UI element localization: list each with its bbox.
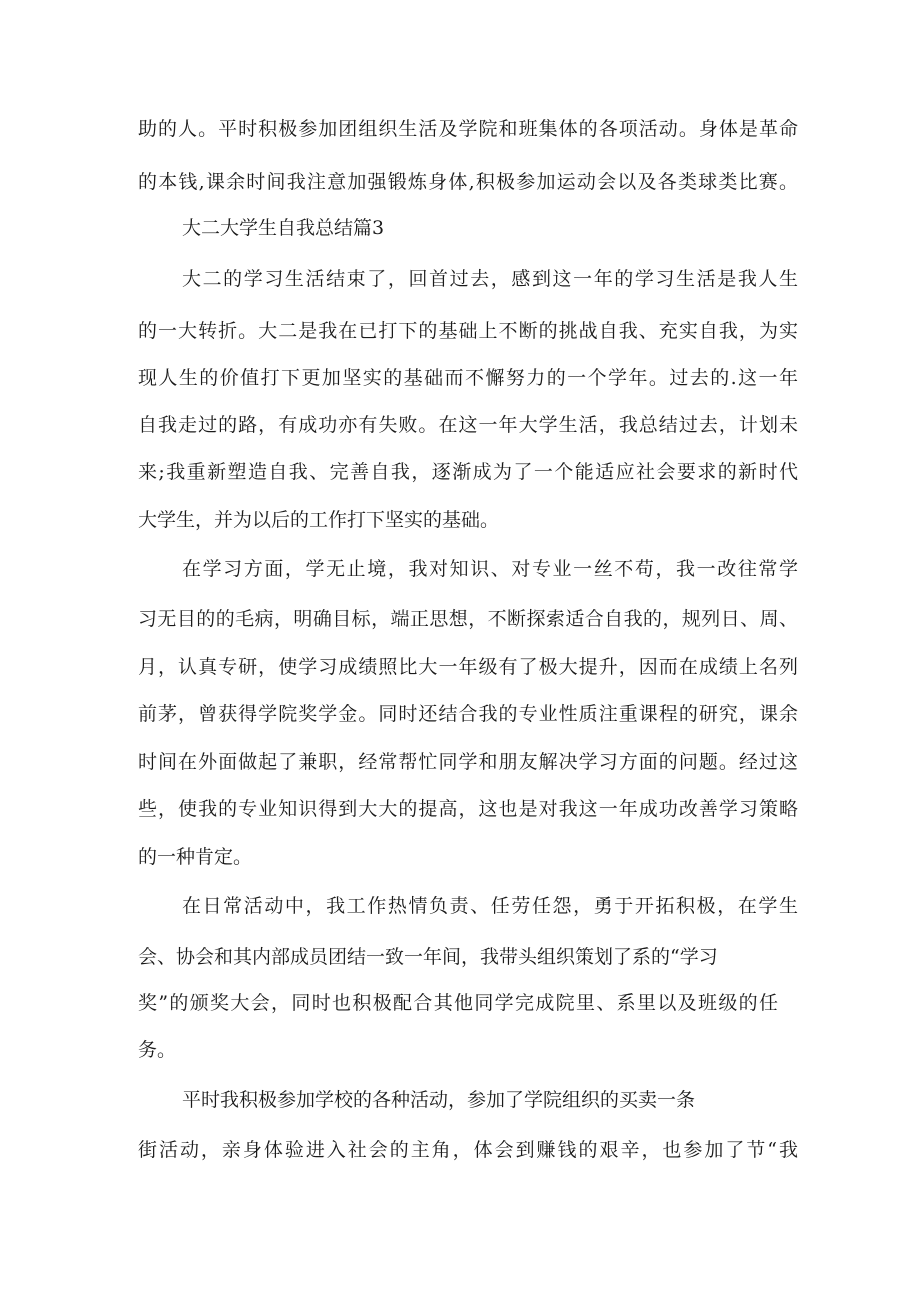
paragraph-line: 务。 (138, 1039, 177, 1061)
paragraph-line: 前茅，曾获得学院奖学金。同时还结合我的专业性质注重课程的研究，课余 (138, 703, 798, 725)
paragraph-line: 月，认真专研，使学习成绩照比大一年级有了极大提升，因而在成绩上名列 (138, 656, 798, 678)
paragraph-line: 自我走过的路，有成功亦有失败。在这一年大学生活，我总结过去，计划未 (138, 414, 798, 436)
paragraph-line: 平时我积极参加学校的各种活动，参加了学院组织的买卖一条 (182, 1089, 696, 1111)
paragraph-line: 助的人。平时积极参加团组织生活及学院和班集体的各项活动。身体是革命 (138, 118, 798, 140)
paragraph-line: 奖”的颁奖大会，同时也积极配合其他同学完成院里、系里以及班级的任 (138, 992, 778, 1014)
paragraph-line: 会、协会和其内部成员团结一致一年间，我带头组织策划了系的“学习 (138, 946, 718, 968)
paragraph-line: 大二的学习生活结束了，回首过去，感到这一年的学习生活是我人生 (182, 268, 798, 290)
section-heading: 大二大学生自我总结篇3 (182, 217, 385, 239)
paragraph-line: 街活动，亲身体验进入社会的主角，体会到赚钱的艰辛，也参加了节“我 (138, 1139, 798, 1161)
paragraph-line: 的一大转折。大二是我在已打下的基础上不断的挑战自我、充实自我，为实 (138, 320, 798, 342)
paragraph-line: 大学生，并为以后的工作打下坚实的基础。 (138, 509, 500, 531)
paragraph-line: 在学习方面，学无止境，我对知识、对专业一丝不苟，我一改往常学 (182, 558, 798, 580)
paragraph-line: 在日常活动中，我工作热情负责、任劳任怨，勇于开拓积极，在学生 (182, 895, 798, 917)
paragraph-line: 的本钱,课余时间我注意加强锻炼身体,积极参加运动会以及各类球类比赛。 (138, 171, 798, 193)
paragraph-line: 来;我重新塑造自我、完善自我，逐渐成为了一个能适应社会要求的新时代 (138, 461, 798, 483)
paragraph-line: 些，使我的专业知识得到大大的提高，这也是对我这一年成功改善学习策略 (138, 798, 798, 820)
paragraph-line: 习无目的的毛病，明确目标，端正思想，不断探索适合自我的，规列日、周、 (138, 608, 798, 630)
paragraph-line: 的一种肯定。 (138, 846, 253, 868)
paragraph-line: 现人生的价值打下更加坚实的基础而不懈努力的一个学年。过去的.这一年 (138, 367, 798, 389)
paragraph-line: 时间在外面做起了兼职，经常帮忙同学和朋友解决学习方面的问题。经过这 (138, 751, 798, 773)
